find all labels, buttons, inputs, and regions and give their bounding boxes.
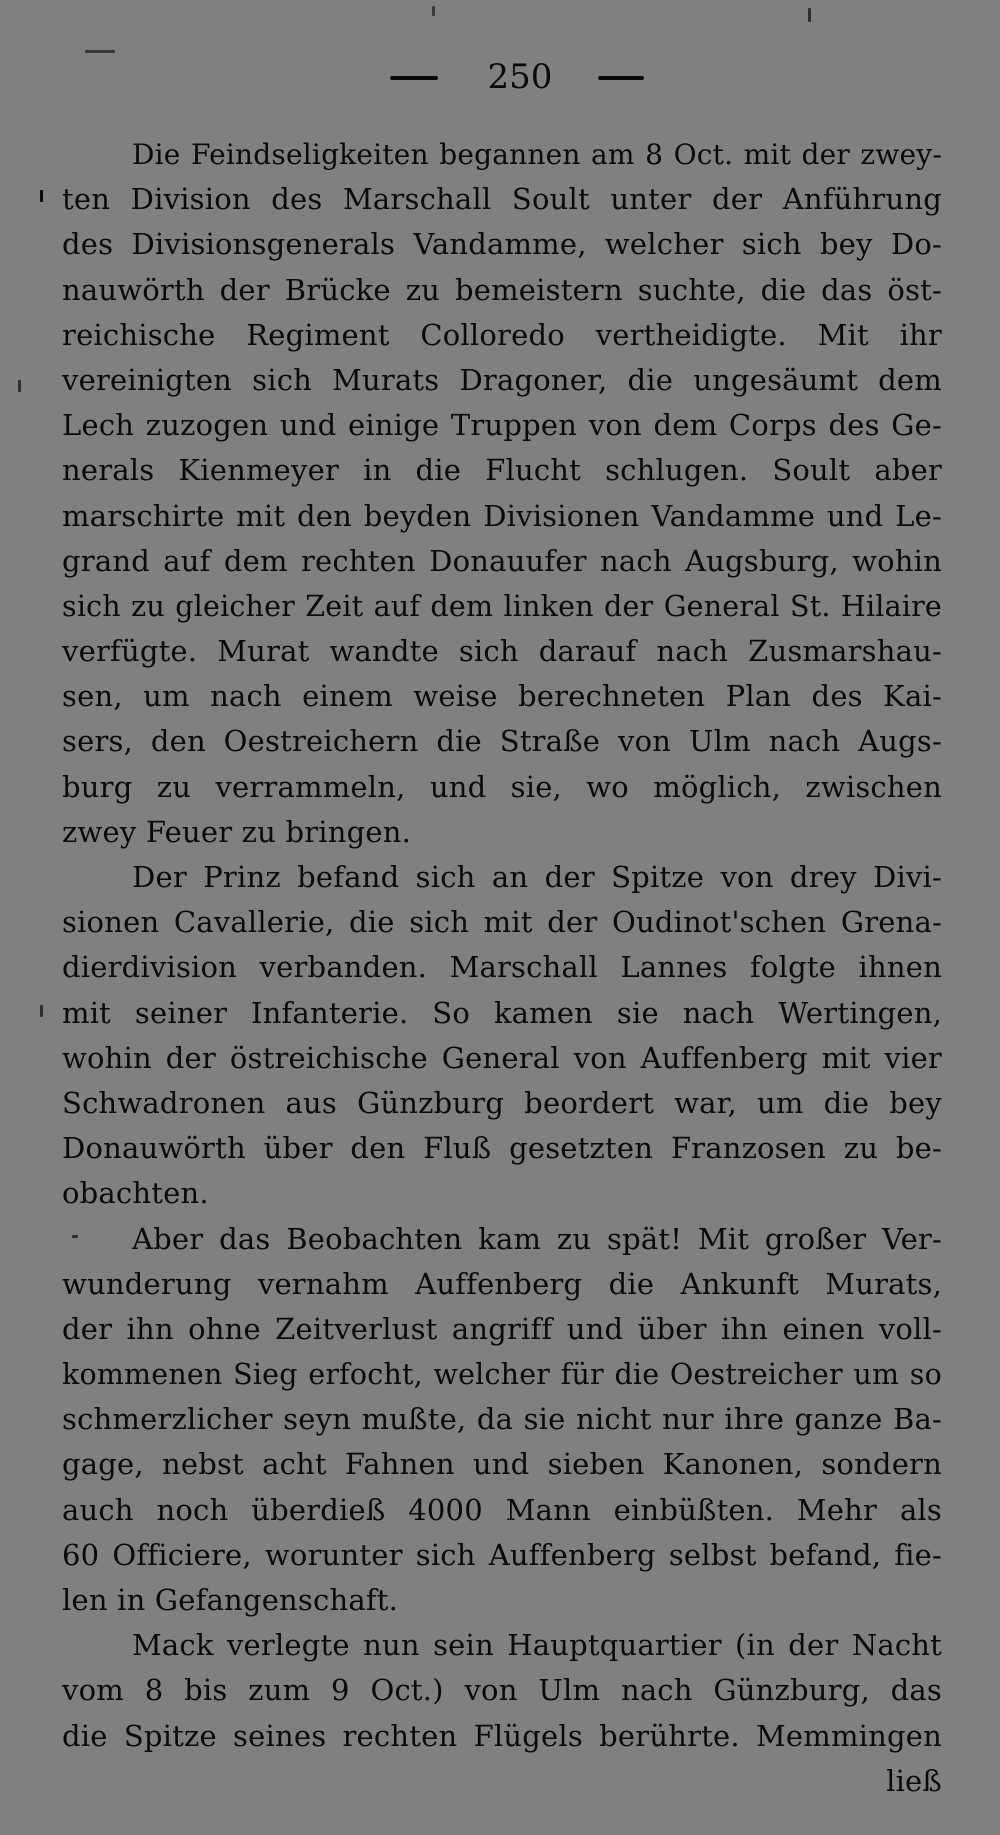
text-line: der ihn ohne Zeitverlust angriff und über ihn einen voll-: [62, 1311, 942, 1346]
ink-speck: [40, 1005, 43, 1017]
text-line: die Spitze seines rechten Flügels berührte. Memmingen: [62, 1718, 942, 1753]
text-line: kommenen Sieg erfocht, welcher für die Oestreicher um so: [62, 1358, 942, 1392]
text-line: burg zu verrammeln, und sie, wo möglich, zwischen: [62, 769, 942, 804]
text-line: sich zu gleicher Zeit auf dem linken der General St. Hilaire: [62, 589, 942, 623]
text-line: sionen Cavallerie, die sich mit der Oudinot'schen Grena-: [62, 905, 942, 940]
text-line: Der Prinz befand sich an der Spitze von drey Divi-: [132, 860, 942, 894]
text-line: vereinigten sich Murats Dragoner, die ungesäumt dem: [62, 362, 942, 397]
page-header: [0, 52, 1000, 102]
text-line: des Divisionsgenerals Vandamme, welcher sich bey Do-: [62, 227, 942, 262]
ink-speck: [808, 8, 811, 22]
text-line: mit seiner Infanterie. So kamen sie nach Wertingen,: [62, 995, 942, 1030]
text-line: grand auf dem rechten Donauufer nach Augsburg, wohin: [62, 543, 942, 578]
body-text: [62, 132, 942, 1804]
text-line: Mack verlegte nun sein Hauptquartier (in der Nacht: [132, 1628, 942, 1663]
header-rule-right: [598, 76, 644, 80]
text-line: reichische Regiment Colloredo vertheidigte. Mit ihr: [62, 317, 942, 352]
text-line: ten Division des Marschall Soult unter der Anführung: [62, 182, 942, 217]
text-line: auch noch überdieß 4000 Mann einbüßten. Mehr als: [62, 1492, 942, 1527]
text-line: zwey Feuer zu bringen.: [62, 814, 412, 849]
text-line: len in Gefangenschaft.: [62, 1583, 399, 1617]
text-line: Donauwörth über den Fluß gesetzten Franzosen zu be-: [62, 1131, 942, 1166]
text-line: Schwadronen aus Günzburg beordert war, um die bey: [62, 1085, 942, 1120]
ink-speck: [85, 50, 115, 53]
ink-speck: [432, 6, 435, 16]
text-line: ließ: [886, 1763, 942, 1798]
text-line: schmerzlicher seyn mußte, da sie nicht nur ihre ganze Ba-: [62, 1402, 942, 1437]
ink-speck: [40, 190, 43, 202]
text-line: vom 8 bis zum 9 Oct.) von Ulm nach Günzburg, das: [62, 1673, 942, 1708]
page-number: 250: [487, 57, 553, 97]
text-line: 60 Officiere, worunter sich Auffenberg selbst befand, fie-: [62, 1537, 942, 1572]
text-line: gage, nebst acht Fahnen und sieben Kanonen, sondern: [62, 1447, 942, 1482]
text-line: marschirte mit den beyden Divisionen Vandamme und Le-: [62, 498, 942, 533]
text-line: nauwörth der Brücke zu bemeistern suchte, die das öst-: [62, 272, 942, 307]
text-line: Lech zuzogen und einige Truppen von dem Corps des Ge-: [62, 408, 942, 443]
text-line: Aber das Beobachten kam zu spät! Mit großer Ver-: [132, 1221, 942, 1256]
text-line: Die Feindseligkeiten begannen am 8 Oct. mit der zwey-: [132, 138, 942, 171]
ink-speck: [18, 380, 21, 392]
text-line: dierdivision verbanden. Marschall Lannes folgte ihnen: [62, 950, 942, 985]
text-line: sen, um nach einem weise berechneten Plan des Kai-: [62, 679, 942, 714]
ink-speck: [72, 1235, 78, 1238]
text-line: wunderung vernahm Auffenberg die Ankunft Murats,: [62, 1266, 942, 1301]
text-line: wohin der östreichische General von Auffenberg mit vier: [62, 1040, 942, 1075]
text-line: obachten.: [62, 1176, 209, 1211]
text-line: verfügte. Murat wandte sich darauf nach Zusmarshau-: [62, 634, 942, 669]
text-line: sers, den Oestreichern die Straße von Ulm nach Augs-: [62, 724, 942, 759]
header-rule-left: [390, 76, 438, 80]
text-line: nerals Kienmeyer in die Flucht schlugen. Soult aber: [62, 453, 942, 488]
